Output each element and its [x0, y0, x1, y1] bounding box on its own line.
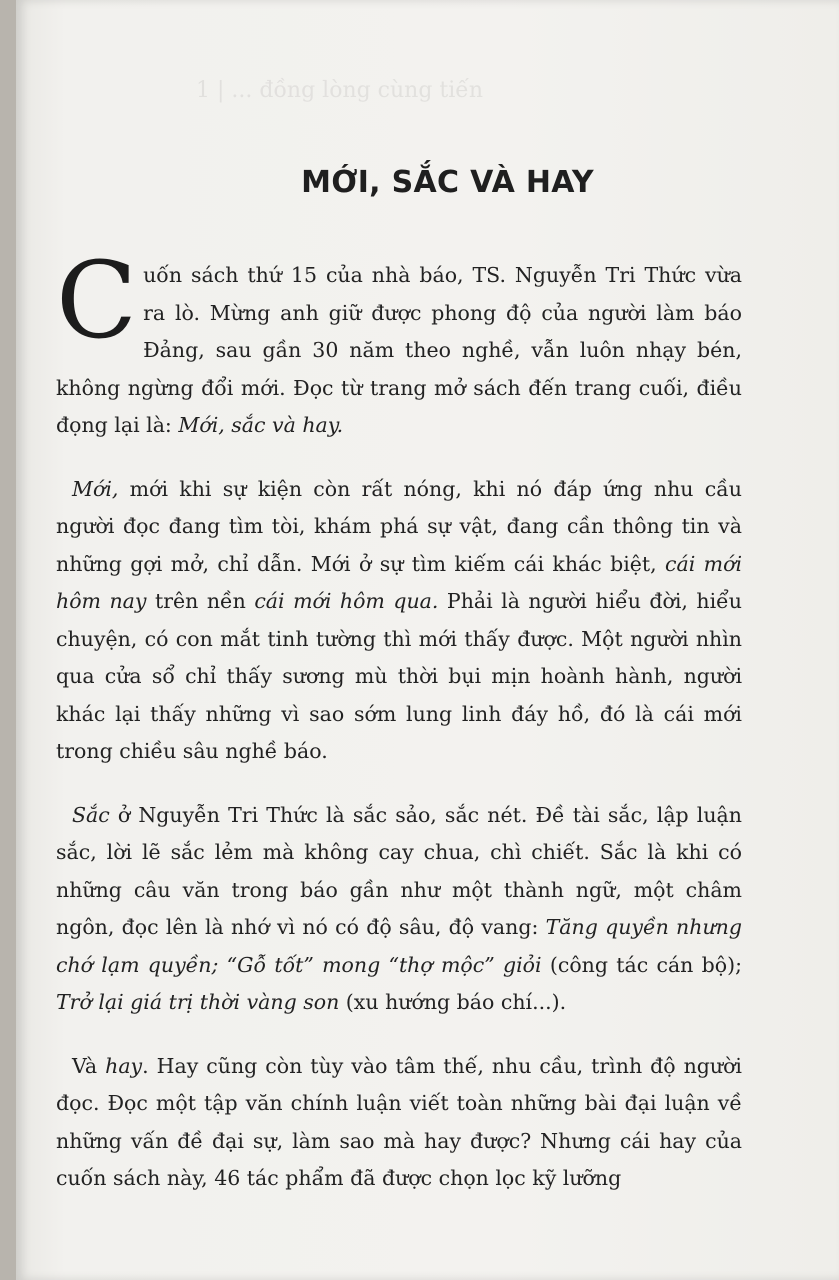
chapter-title: MỚI, SẮC VÀ HAY: [301, 165, 594, 200]
paragraph-3: Sắc ở Nguyễn Tri Thức là sắc sảo, sắc nét. Đề tài sắc, lập luận sắc, lời lẽ sắc lẻm mà không cay chua, chì chiết. Sắc là khi có những câu văn trong báo gần như một thành ngữ, một châm ngôn, đọc lên là nhớ vì nó có độ sâu, độ vang: Tăng quyền nhưng chớ lạm quyền; “Gỗ tốt” mong “thợ mộc” giỏi (công tác cán bộ); Trở lại giá trị thời vàng son (xu hướng báo chí...).: [56, 802, 742, 1014]
paragraph-1: Cuốn sách thứ 15 của nhà báo, TS. Nguyễn Tri Thức vừa ra lò. Mừng anh giữ được phong độ của người làm báo Đảng, sau gần 30 năm theo nghề, vẫn luôn nhạy bén, không ngừng đổi mới. Đọc từ trang mở sách đến trang cuối, điều đọng lại là: Mới, sắc và hay.: [56, 239, 742, 437]
book-page: [16, 0, 839, 1280]
paragraph-4: Và hay. Hay cũng còn tùy vào tâm thế, nhu cầu, trình độ người đọc. Đọc một tập văn chính luận viết toàn những bài đại luận về những vấn đề đại sự, làm sao mà hay được? Nhưng cái hay của cuốn sách này, 46 tác phẩm đã được chọn lọc kỹ lưỡng: [56, 1053, 742, 1190]
drop-cap: C: [56, 239, 138, 362]
bleed-through-text: 1 | ... đồng lòng cùng tiến: [196, 78, 483, 103]
paragraph-2: Mới, mới khi sự kiện còn rất nóng, khi nó đáp ứng nhu cầu người đọc đang tìm tòi, khám phá sự vật, đang cần thông tin và những gợi mở, chỉ dẫn. Mới ở sự tìm kiếm cái khác biệt, cái mới hôm nay trên nền cái mới hôm qua. Phải là người hiểu đời, hiểu chuyện, có con mắt tinh tường thì mới thấy được. Một người nhìn qua cửa sổ chỉ thấy sương mù thời bụi mịn hoành hành, người khác lại thấy những vì sao sớm lung linh đáy hồ, đó là cái mới trong chiều sâu nghề báo.: [56, 476, 742, 763]
body-text: [56, 239, 742, 1224]
